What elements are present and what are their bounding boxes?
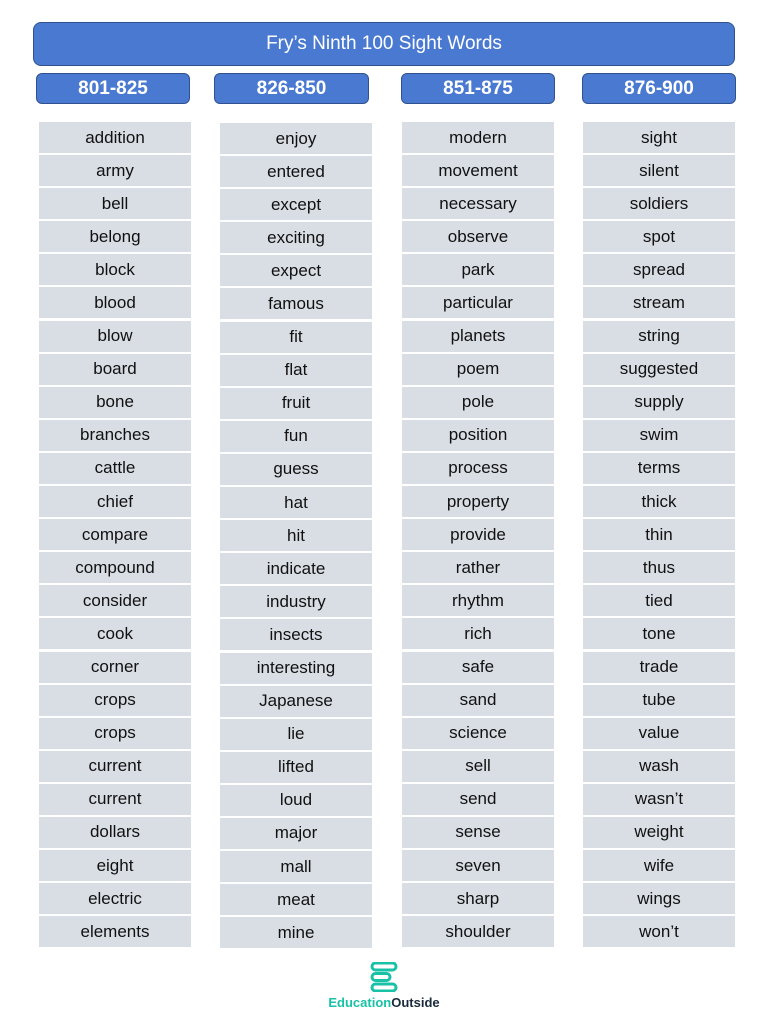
word-cell: current — [39, 784, 191, 815]
word-cell: property — [402, 486, 554, 517]
word-cell: lie — [220, 719, 372, 750]
word-cell: string — [583, 321, 735, 352]
word-cell: rich — [402, 618, 554, 649]
word-cell: guess — [220, 454, 372, 485]
word-cell: sand — [402, 685, 554, 716]
word-cell: tone — [583, 618, 735, 649]
word-cell: won’t — [583, 916, 735, 947]
word-cell: provide — [402, 519, 554, 550]
word-cell: spread — [583, 254, 735, 285]
word-cell: pole — [402, 387, 554, 418]
word-cell: thick — [583, 486, 735, 517]
word-cell: spot — [583, 221, 735, 252]
word-cell: interesting — [220, 653, 372, 684]
word-cell: soldiers — [583, 188, 735, 219]
word-cell: process — [402, 453, 554, 484]
word-cell: electric — [39, 883, 191, 914]
word-cell: compound — [39, 552, 191, 583]
word-cell: major — [220, 818, 372, 849]
word-cell: branches — [39, 420, 191, 451]
word-cell: stream — [583, 287, 735, 318]
word-cell: sell — [402, 751, 554, 782]
word-cell: addition — [39, 122, 191, 153]
word-cell: science — [402, 718, 554, 749]
word-cell: terms — [583, 453, 735, 484]
education-outside-logo — [322, 962, 446, 1018]
word-cell: insects — [220, 619, 372, 650]
word-cell: indicate — [220, 553, 372, 584]
word-cell: dollars — [39, 817, 191, 848]
word-cell: industry — [220, 586, 372, 617]
word-cell: blood — [39, 287, 191, 318]
column-header-2: 826-850 — [214, 73, 369, 104]
column-header-1: 801-825 — [36, 73, 190, 104]
word-cell: sight — [583, 122, 735, 153]
word-cell: loud — [220, 785, 372, 816]
word-cell: expect — [220, 255, 372, 286]
word-cell: rhythm — [402, 585, 554, 616]
word-cell: tied — [583, 585, 735, 616]
word-cell: crops — [39, 685, 191, 716]
word-cell: hit — [220, 520, 372, 551]
word-cell: bell — [39, 188, 191, 219]
word-cell: fruit — [220, 388, 372, 419]
word-cell: particular — [402, 287, 554, 318]
word-cell: meat — [220, 884, 372, 915]
word-cell: supply — [583, 387, 735, 418]
word-cell: thin — [583, 519, 735, 550]
word-cell: consider — [39, 585, 191, 616]
word-cell: except — [220, 189, 372, 220]
word-cell: block — [39, 254, 191, 285]
word-cell: weight — [583, 817, 735, 848]
word-cell: wash — [583, 751, 735, 782]
word-cell: wife — [583, 850, 735, 881]
stacked-e-icon — [370, 962, 398, 992]
logo-text-outside: Outside — [391, 995, 440, 1010]
word-cell: planets — [402, 321, 554, 352]
word-cell: chief — [39, 486, 191, 517]
word-cell: value — [583, 718, 735, 749]
word-column-4 — [583, 122, 735, 949]
word-cell: seven — [402, 850, 554, 881]
word-cell: suggested — [583, 354, 735, 385]
word-cell: army — [39, 155, 191, 186]
word-cell: observe — [402, 221, 554, 252]
page-title: Fry’s Ninth 100 Sight Words — [33, 22, 735, 66]
word-cell: safe — [402, 652, 554, 683]
word-cell: wasn’t — [583, 784, 735, 815]
word-cell: flat — [220, 355, 372, 386]
word-cell: hat — [220, 487, 372, 518]
word-cell: mall — [220, 851, 372, 882]
word-cell: sense — [402, 817, 554, 848]
word-cell: corner — [39, 652, 191, 683]
column-header-4: 876-900 — [582, 73, 736, 104]
word-cell: park — [402, 254, 554, 285]
word-cell: cook — [39, 618, 191, 649]
word-cell: movement — [402, 155, 554, 186]
logo-wordmark — [322, 995, 446, 1010]
word-cell: board — [39, 354, 191, 385]
word-cell: belong — [39, 221, 191, 252]
word-cell: wings — [583, 883, 735, 914]
word-cell: eight — [39, 850, 191, 881]
word-cell: silent — [583, 155, 735, 186]
word-cell: rather — [402, 552, 554, 583]
word-cell: exciting — [220, 222, 372, 253]
word-cell: compare — [39, 519, 191, 550]
word-cell: position — [402, 420, 554, 451]
word-cell: current — [39, 751, 191, 782]
word-cell: swim — [583, 420, 735, 451]
word-cell: fun — [220, 421, 372, 452]
word-cell: sharp — [402, 883, 554, 914]
word-cell: cattle — [39, 453, 191, 484]
word-cell: fit — [220, 322, 372, 353]
logo-text-education: Education — [328, 995, 392, 1010]
word-cell: lifted — [220, 752, 372, 783]
word-cell: modern — [402, 122, 554, 153]
word-cell: Japanese — [220, 686, 372, 717]
word-cell: famous — [220, 288, 372, 319]
word-column-3 — [402, 122, 554, 949]
word-cell: shoulder — [402, 916, 554, 947]
word-cell: thus — [583, 552, 735, 583]
word-cell: necessary — [402, 188, 554, 219]
word-cell: entered — [220, 156, 372, 187]
word-cell: blow — [39, 321, 191, 352]
word-cell: mine — [220, 917, 372, 948]
word-column-1 — [39, 122, 191, 949]
word-cell: poem — [402, 354, 554, 385]
word-cell: send — [402, 784, 554, 815]
word-cell: crops — [39, 718, 191, 749]
column-header-3: 851-875 — [401, 73, 555, 104]
word-cell: trade — [583, 652, 735, 683]
word-column-2 — [220, 123, 372, 950]
word-cell: enjoy — [220, 123, 372, 154]
word-cell: tube — [583, 685, 735, 716]
word-cell: bone — [39, 387, 191, 418]
word-cell: elements — [39, 916, 191, 947]
